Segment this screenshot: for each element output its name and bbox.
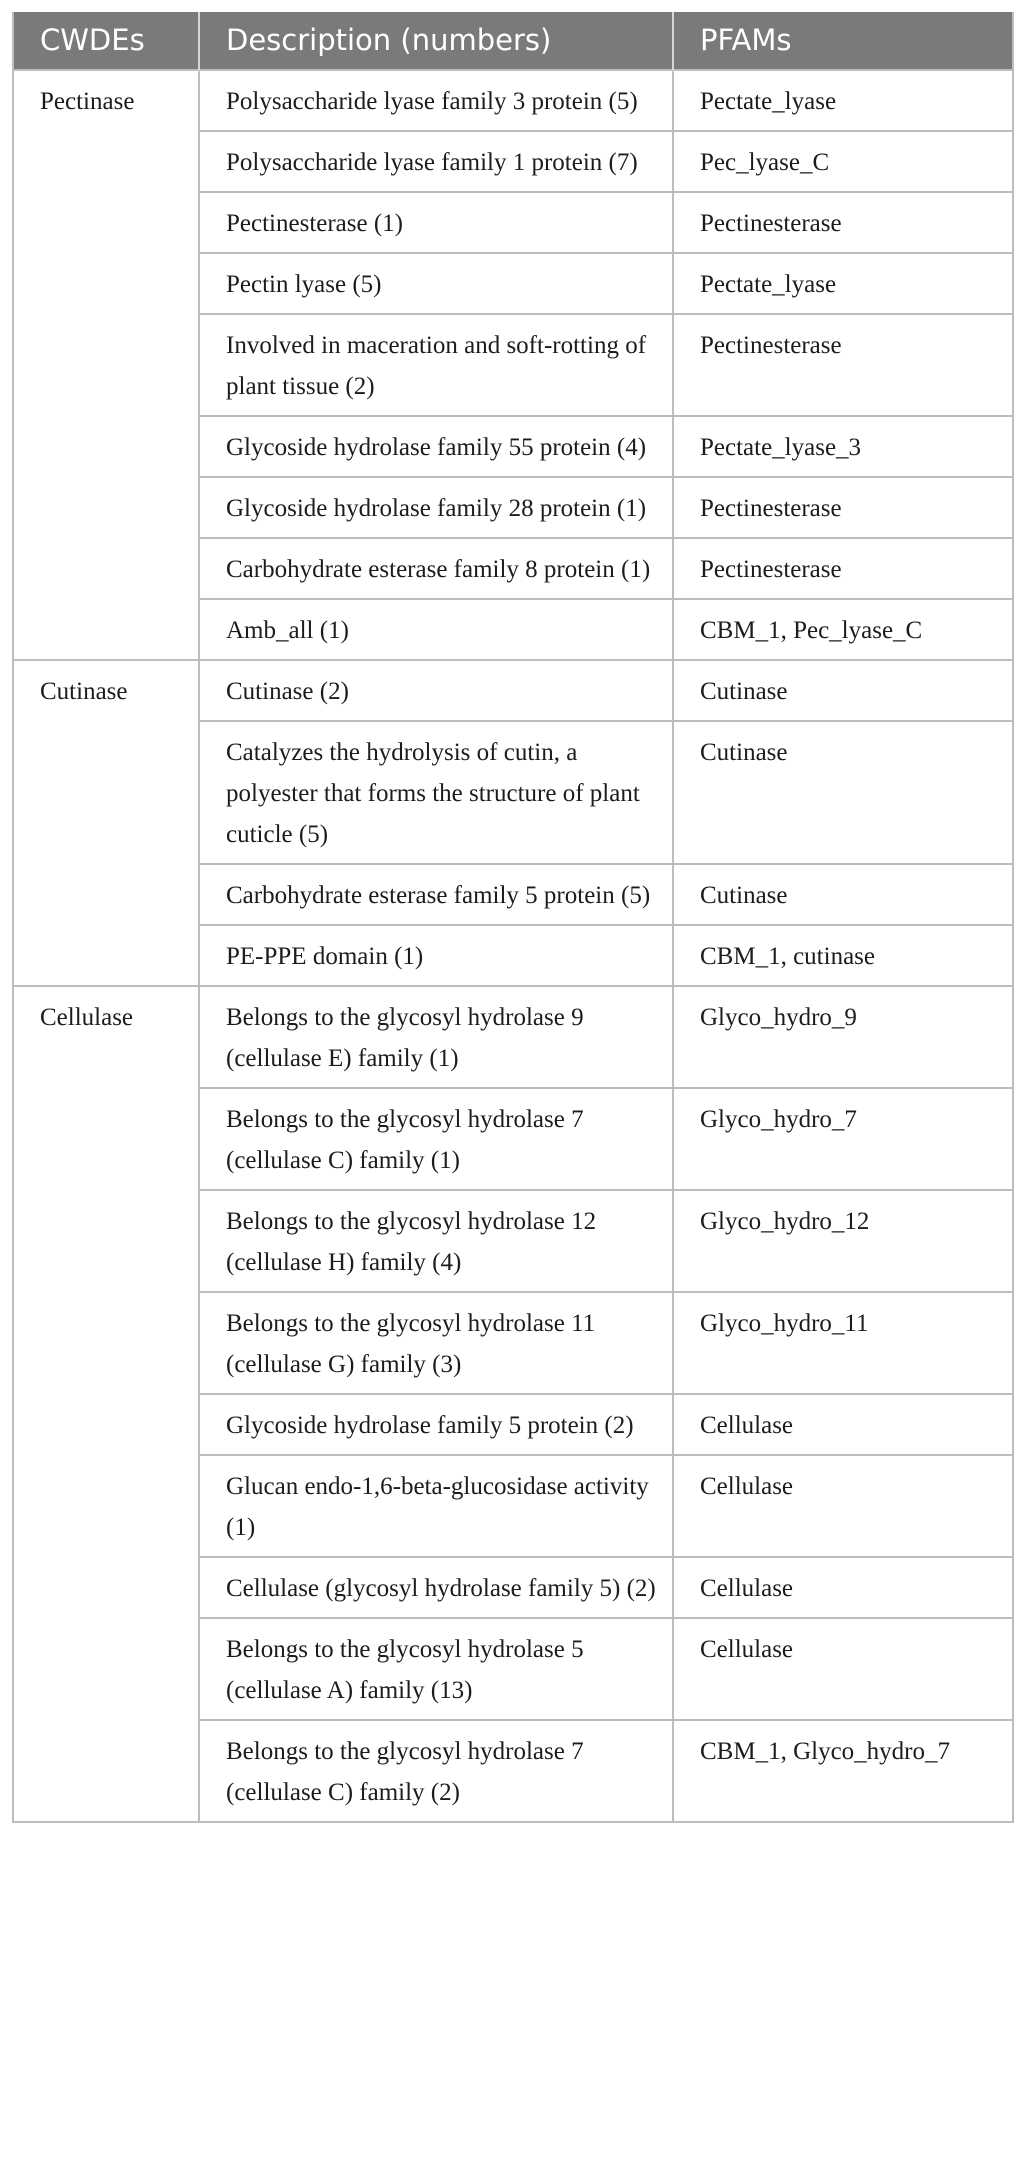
category-cell: Cellulase (13, 986, 199, 1822)
description-cell: Belongs to the glycosyl hydrolase 11 (cellulase G) family (3) (199, 1292, 673, 1394)
category-cell: Cutinase (13, 660, 199, 986)
cwde-table (12, 12, 1014, 1823)
pfam-cell: Glyco_hydro_7 (673, 1088, 1013, 1190)
pfam-cell: Pectinesterase (673, 538, 1013, 599)
description-cell: PE-PPE domain (1) (199, 925, 673, 986)
description-cell: Glycoside hydrolase family 55 protein (4) (199, 416, 673, 477)
pfam-cell: Cutinase (673, 660, 1013, 721)
description-cell: Cellulase (glycosyl hydrolase family 5) (2) (199, 1557, 673, 1618)
pfam-cell: Pectate_lyase_3 (673, 416, 1013, 477)
description-cell: Glycoside hydrolase family 5 protein (2) (199, 1394, 673, 1455)
description-cell: Pectin lyase (5) (199, 253, 673, 314)
pfam-cell: Glyco_hydro_9 (673, 986, 1013, 1088)
pfam-cell: Cellulase (673, 1618, 1013, 1720)
pfam-cell: Cellulase (673, 1557, 1013, 1618)
pfam-cell: CBM_1, Pec_lyase_C (673, 599, 1013, 660)
description-cell: Polysaccharide lyase family 1 protein (7) (199, 131, 673, 192)
description-cell: Belongs to the glycosyl hydrolase 9 (cellulase E) family (1) (199, 986, 673, 1088)
description-cell: Belongs to the glycosyl hydrolase 5 (cellulase A) family (13) (199, 1618, 673, 1720)
category-cell: Pectinase (13, 70, 199, 660)
table-body (13, 70, 1013, 1822)
table-row (13, 986, 1013, 1088)
description-cell: Belongs to the glycosyl hydrolase 7 (cellulase C) family (2) (199, 1720, 673, 1822)
table-row (13, 70, 1013, 131)
description-cell: Catalyzes the hydrolysis of cutin, a polyester that forms the structure of plant cuticle (5) (199, 721, 673, 864)
pfam-cell: CBM_1, cutinase (673, 925, 1013, 986)
pfam-cell: CBM_1, Glyco_hydro_7 (673, 1720, 1013, 1822)
pfam-cell: Glyco_hydro_11 (673, 1292, 1013, 1394)
header-cwdes: CWDEs (13, 12, 199, 70)
description-cell: Carbohydrate esterase family 8 protein (1) (199, 538, 673, 599)
description-cell: Polysaccharide lyase family 3 protein (5) (199, 70, 673, 131)
cwde-table-container (12, 12, 1012, 1823)
description-cell: Cutinase (2) (199, 660, 673, 721)
table-header (13, 12, 1013, 70)
pfam-cell: Pectinesterase (673, 477, 1013, 538)
pfam-cell: Cellulase (673, 1394, 1013, 1455)
description-cell: Carbohydrate esterase family 5 protein (5) (199, 864, 673, 925)
pfam-cell: Cutinase (673, 721, 1013, 864)
pfam-cell: Pec_lyase_C (673, 131, 1013, 192)
pfam-cell: Pectinesterase (673, 192, 1013, 253)
pfam-cell: Glyco_hydro_12 (673, 1190, 1013, 1292)
description-cell: Glucan endo-1,6-beta-glucosidase activity (1) (199, 1455, 673, 1557)
description-cell: Belongs to the glycosyl hydrolase 12 (cellulase H) family (4) (199, 1190, 673, 1292)
description-cell: Involved in maceration and soft-rotting of plant tissue (2) (199, 314, 673, 416)
description-cell: Amb_all (1) (199, 599, 673, 660)
pfam-cell: Pectate_lyase (673, 253, 1013, 314)
description-cell: Belongs to the glycosyl hydrolase 7 (cellulase C) family (1) (199, 1088, 673, 1190)
pfam-cell: Cellulase (673, 1455, 1013, 1557)
pfam-cell: Pectinesterase (673, 314, 1013, 416)
table-row (13, 660, 1013, 721)
header-description: Description (numbers) (199, 12, 673, 70)
header-pfams: PFAMs (673, 12, 1013, 70)
pfam-cell: Cutinase (673, 864, 1013, 925)
description-cell: Glycoside hydrolase family 28 protein (1) (199, 477, 673, 538)
header-row (13, 12, 1013, 70)
description-cell: Pectinesterase (1) (199, 192, 673, 253)
pfam-cell: Pectate_lyase (673, 70, 1013, 131)
